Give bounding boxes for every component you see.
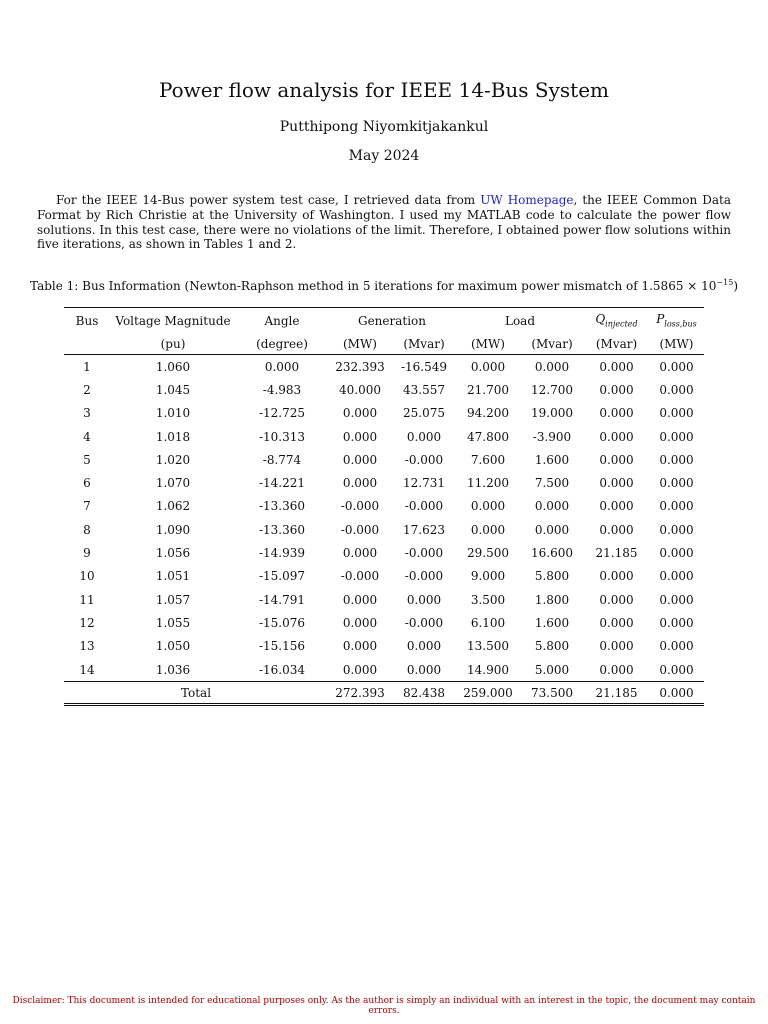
table-cell: 1.090 xyxy=(155,522,191,537)
table-cell: 0.000 xyxy=(534,522,570,537)
table-cell: 0.000 xyxy=(342,592,378,607)
unit-cell: (MW) xyxy=(456,333,520,355)
table-cell: 0.000 xyxy=(599,499,634,514)
table-cell: -14.939 xyxy=(258,546,306,561)
total-label: Total xyxy=(64,682,328,705)
q-injected-sub: injected xyxy=(605,319,638,329)
table-row xyxy=(64,658,704,682)
table-cell: 1.045 xyxy=(155,382,191,397)
header-generation: Generation xyxy=(357,313,427,328)
table-cell: 0.000 xyxy=(599,592,634,607)
table-cell: 0.000 xyxy=(659,406,694,421)
table-cell: 0.000 xyxy=(534,499,570,514)
total-cell: 272.393 xyxy=(328,682,392,705)
table-cell: 1.600 xyxy=(534,615,570,630)
header-bus: Bus xyxy=(75,313,99,328)
table-cell: -15.097 xyxy=(258,569,306,584)
table-cell: -0.000 xyxy=(340,522,380,537)
table-cell: 1.036 xyxy=(155,662,191,677)
table-cell: 21.185 xyxy=(595,546,638,561)
intro-text-before: For the IEEE 14-Bus power system test case, I retrieved data from xyxy=(56,193,481,207)
table-cell: 6 xyxy=(83,476,91,491)
table-cell: 8 xyxy=(83,522,91,537)
table-cell: 0.000 xyxy=(659,452,694,467)
bus-information-table-wrapper xyxy=(64,307,704,706)
table-cell: 0.000 xyxy=(406,662,442,677)
table-cell: 7.500 xyxy=(534,476,570,491)
table-cell: 1.051 xyxy=(155,569,191,584)
table-cell: 0.000 xyxy=(659,499,694,514)
total-cell: 73.500 xyxy=(520,682,584,705)
table-cell: 0.000 xyxy=(406,639,442,654)
unit-cell xyxy=(64,333,110,355)
table-cell: 43.557 xyxy=(403,382,445,397)
table-cell: -16.034 xyxy=(258,662,306,677)
table-cell: 10 xyxy=(79,569,95,584)
table-cell: 1.062 xyxy=(155,499,191,514)
table-cell: 1.010 xyxy=(155,406,191,421)
table-row xyxy=(64,611,704,634)
table-cell: -14.791 xyxy=(258,592,306,607)
disclaimer-footer: Disclaimer: This document is intended for educational purposes only. As the author is simply an individual with an interest in the topic, the document may contain errors. xyxy=(12,996,756,1016)
table-row xyxy=(64,635,704,658)
table-cell: 1.055 xyxy=(155,615,191,630)
author-name: Putthipong Niyomkitjakankul xyxy=(279,119,489,135)
table-cell: 13 xyxy=(79,639,95,654)
table-cell: 0.000 xyxy=(342,476,378,491)
table-cell: 0.000 xyxy=(599,406,634,421)
table-cell: 0.000 xyxy=(599,569,634,584)
table-cell: 14.900 xyxy=(467,662,509,677)
table-cell: -0.000 xyxy=(404,615,444,630)
unit-cell: (degree) xyxy=(236,333,328,355)
table-cell: -13.360 xyxy=(258,499,306,514)
intro-paragraph xyxy=(37,193,731,252)
table-cell: 0.000 xyxy=(342,452,378,467)
unit-cell: (Mvar) xyxy=(584,333,649,355)
table-cell: 5.000 xyxy=(534,662,570,677)
table-cell: 4 xyxy=(83,429,91,444)
table-cell: 1.056 xyxy=(155,546,191,561)
table-cell: 0.000 xyxy=(470,499,506,514)
table-cell: 0.000 xyxy=(599,476,634,491)
table-row xyxy=(64,518,704,541)
table-cell: -8.774 xyxy=(262,452,302,467)
table-cell: 16.600 xyxy=(531,546,573,561)
table-cell: 232.393 xyxy=(335,359,385,374)
table-cell: -0.000 xyxy=(404,569,444,584)
header-row-titles xyxy=(64,308,704,334)
table-cell: 0.000 xyxy=(659,569,694,584)
p-loss-sub: loss,bus xyxy=(664,319,697,329)
unit-cell: (Mvar) xyxy=(520,333,584,355)
table-cell: 0.000 xyxy=(470,522,506,537)
table-cell: -14.221 xyxy=(258,476,306,491)
table-cell: 0.000 xyxy=(342,639,378,654)
unit-cell: (MW) xyxy=(649,333,704,355)
table-cell: 0.000 xyxy=(599,452,634,467)
table-cell: 0.000 xyxy=(659,359,694,374)
table-cell: 0.000 xyxy=(342,662,378,677)
header-voltage: Voltage Magnitude xyxy=(115,313,231,328)
caption-close: ) xyxy=(733,279,738,293)
table-cell: 5.800 xyxy=(534,639,570,654)
table-cell: 0.000 xyxy=(342,615,378,630)
table-cell: -15.076 xyxy=(258,615,306,630)
table-cell: -16.549 xyxy=(400,359,448,374)
p-loss-base: P xyxy=(656,312,665,327)
table-row xyxy=(64,588,704,611)
table-cell: 0.000 xyxy=(599,429,634,444)
table-cell: 11 xyxy=(79,592,95,607)
table-cell: 0.000 xyxy=(534,359,570,374)
table-cell: 19.000 xyxy=(531,406,573,421)
table-cell: -15.156 xyxy=(258,639,306,654)
table-cell: 40.000 xyxy=(339,382,381,397)
table-cell: -3.900 xyxy=(532,429,572,444)
table-cell: 1.018 xyxy=(155,429,191,444)
table-cell: 0.000 xyxy=(659,639,694,654)
table-cell: 5.800 xyxy=(534,569,570,584)
table-cell: 5 xyxy=(83,452,91,467)
table-cell: 12.731 xyxy=(403,476,445,491)
table-row xyxy=(64,402,704,425)
table-cell: 13.500 xyxy=(467,639,509,654)
table-cell: 0.000 xyxy=(659,522,694,537)
table-row xyxy=(64,448,704,471)
caption-text: Table 1: Bus Information (Newton-Raphson method in 5 iterations for maximum power mismatch of 1.5865 × 10 xyxy=(30,279,717,293)
table-cell: 0.000 xyxy=(599,359,634,374)
table-cell: 0.000 xyxy=(342,406,378,421)
table-cell: 7 xyxy=(83,499,91,514)
caption-exponent: −15 xyxy=(716,278,734,287)
header-row-units xyxy=(64,333,704,355)
table-cell: 7.600 xyxy=(470,452,506,467)
unit-cell: (Mvar) xyxy=(392,333,456,355)
table-caption xyxy=(0,278,768,293)
table-cell: 0.000 xyxy=(599,615,634,630)
table-body xyxy=(64,355,704,682)
table-cell: 1.020 xyxy=(155,452,191,467)
table-cell: 9 xyxy=(83,546,91,561)
table-cell: 0.000 xyxy=(659,546,694,561)
table-cell: 0.000 xyxy=(659,382,694,397)
table-cell: 2 xyxy=(83,382,91,397)
table-cell: 0.000 xyxy=(599,639,634,654)
publication-date: May 2024 xyxy=(348,148,420,164)
unit-cell: (MW) xyxy=(328,333,392,355)
table-cell: -0.000 xyxy=(404,499,444,514)
table-cell: -4.983 xyxy=(262,382,302,397)
table-cell: 1.070 xyxy=(155,476,191,491)
table-cell: 29.500 xyxy=(467,546,509,561)
table-cell: 1.060 xyxy=(155,359,191,374)
table-cell: 0.000 xyxy=(659,476,694,491)
table-cell: 0.000 xyxy=(659,592,694,607)
table-row xyxy=(64,425,704,448)
table-row xyxy=(64,495,704,518)
uw-homepage-link[interactable]: UW Homepage xyxy=(480,193,574,207)
table-cell: 94.200 xyxy=(467,406,509,421)
table-cell: 0.000 xyxy=(470,359,506,374)
table-row xyxy=(64,541,704,564)
table-cell: 25.075 xyxy=(403,406,445,421)
table-cell: 9.000 xyxy=(470,569,506,584)
table-cell: 1.800 xyxy=(534,592,570,607)
table-cell: -10.313 xyxy=(258,429,306,444)
table-cell: 0.000 xyxy=(599,382,634,397)
table-row xyxy=(64,565,704,588)
table-cell: 0.000 xyxy=(599,522,634,537)
table-cell: -0.000 xyxy=(340,569,380,584)
table-cell: 12 xyxy=(79,615,95,630)
total-cell: 0.000 xyxy=(649,682,704,705)
table-row xyxy=(64,355,704,379)
table-cell: 1.050 xyxy=(155,639,191,654)
header-p-loss xyxy=(649,308,704,334)
table-row xyxy=(64,471,704,494)
table-cell: 21.700 xyxy=(467,382,509,397)
table-cell: 17.623 xyxy=(403,522,445,537)
header-angle: Angle xyxy=(264,313,300,328)
table-row xyxy=(64,378,704,401)
table-cell: 0.000 xyxy=(342,546,378,561)
table-cell: -12.725 xyxy=(258,406,306,421)
table-cell: 3 xyxy=(83,406,91,421)
total-cell: 259.000 xyxy=(456,682,520,705)
table-cell: 47.800 xyxy=(467,429,509,444)
table-cell: -0.000 xyxy=(340,499,380,514)
total-row xyxy=(64,682,704,705)
table-cell: 12.700 xyxy=(531,382,573,397)
table-cell: 0.000 xyxy=(342,429,378,444)
intro-text-after: , the IEEE Common Data Format by Rich Christie at the University of Washington. I used my MATLAB code to calculate the power flow solutions. In this test case, there were no violations of the limit. Therefore, I obtained power flow solutions within five iterations, as shown in Tables 1 and 2. xyxy=(37,193,732,252)
header-load: Load xyxy=(504,313,536,328)
unit-cell: (pu) xyxy=(110,333,236,355)
table-cell: 3.500 xyxy=(470,592,506,607)
q-injected-base: Q xyxy=(595,312,606,327)
table-cell: -13.360 xyxy=(258,522,306,537)
total-cell: 82.438 xyxy=(392,682,456,705)
table-cell: 1.057 xyxy=(155,592,191,607)
table-cell: 0.000 xyxy=(659,615,694,630)
table-cell: 0.000 xyxy=(599,662,634,677)
table-cell: 0.000 xyxy=(659,429,694,444)
total-cell: 21.185 xyxy=(584,682,649,705)
header-q-injected xyxy=(584,308,649,334)
table-cell: 1 xyxy=(83,359,91,374)
table-cell: 11.200 xyxy=(467,476,509,491)
table-cell: 6.100 xyxy=(470,615,506,630)
paper-title: Power flow analysis for IEEE 14-Bus System xyxy=(158,78,610,102)
table-cell: 0.000 xyxy=(659,662,694,677)
table-cell: 0.000 xyxy=(406,429,442,444)
table-cell: 14 xyxy=(79,662,95,677)
table-cell: -0.000 xyxy=(404,546,444,561)
bus-information-table xyxy=(64,307,704,706)
table-cell: 0.000 xyxy=(406,592,442,607)
table-cell: -0.000 xyxy=(404,452,444,467)
table-cell: 1.600 xyxy=(534,452,570,467)
table-cell: 0.000 xyxy=(264,359,300,374)
